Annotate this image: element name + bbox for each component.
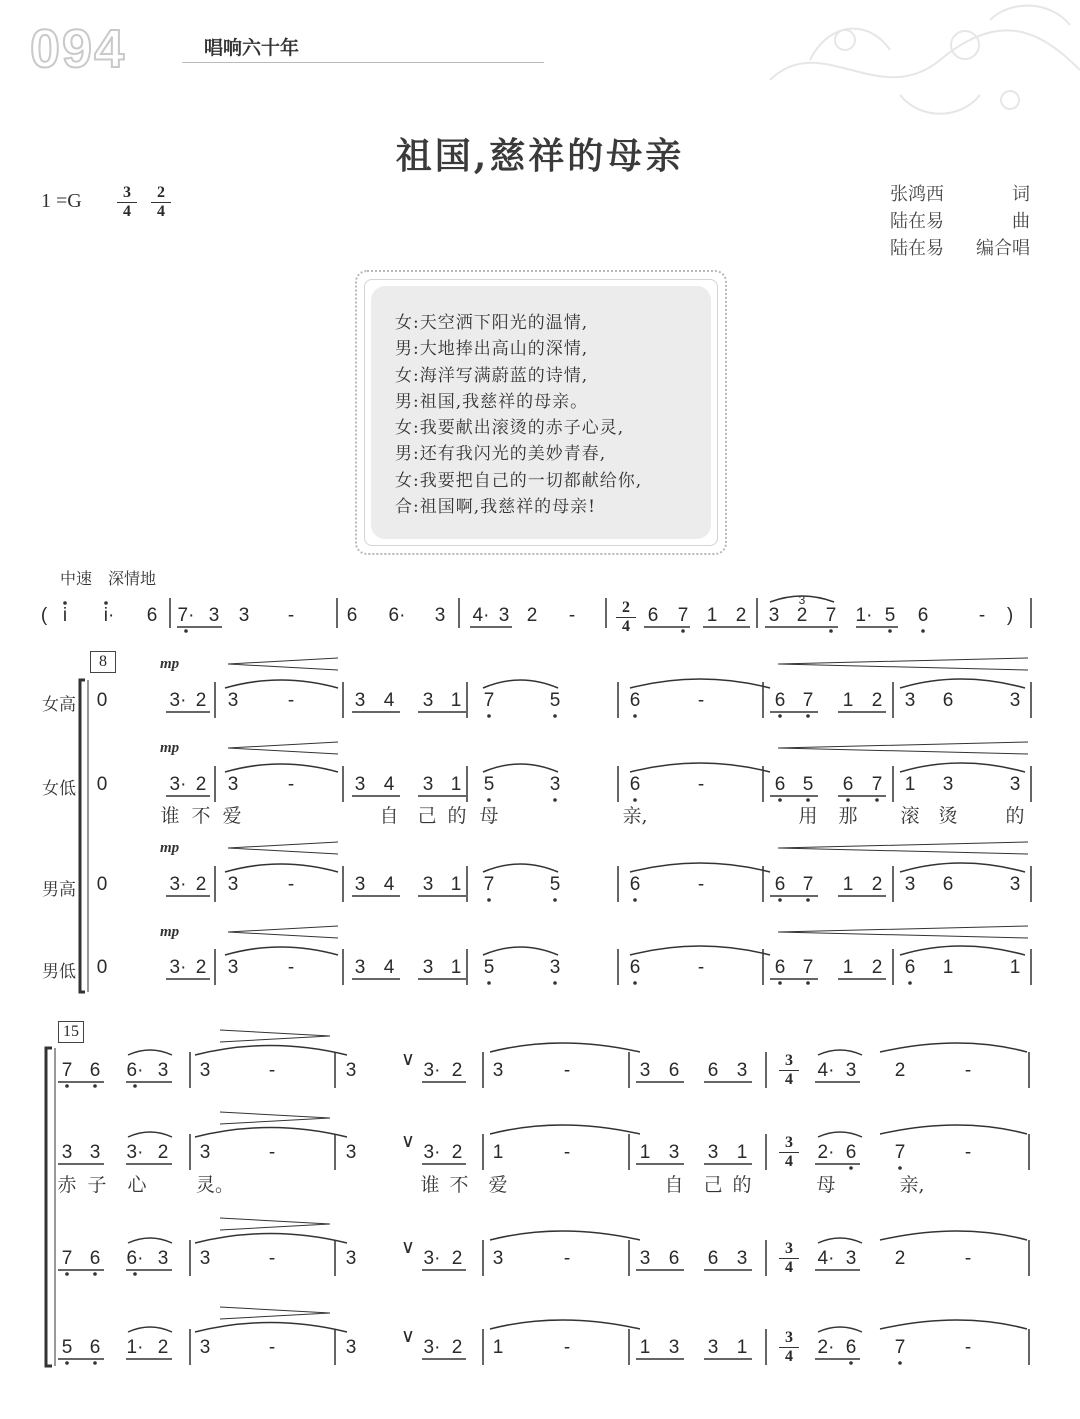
note: -	[964, 1337, 972, 1358]
note: 1	[492, 1142, 504, 1163]
credit-name: 张鸿西	[890, 184, 944, 205]
note: 3	[157, 1248, 169, 1269]
note: 3	[942, 774, 954, 795]
note: 3	[549, 774, 561, 795]
note: 3	[768, 605, 780, 626]
time-signature: 3 4	[779, 1330, 799, 1365]
note: -	[287, 605, 295, 626]
note: 1	[1009, 957, 1021, 978]
note: 6	[629, 774, 641, 795]
lyric: 的	[447, 805, 467, 827]
note: 7	[802, 957, 814, 978]
note: 3	[707, 1142, 719, 1163]
hairpins-system1	[228, 658, 1028, 938]
lyric: 滚	[900, 805, 920, 827]
note: -	[697, 957, 705, 978]
note: 6·	[126, 1248, 144, 1269]
note: 3·	[169, 957, 187, 978]
note: 3	[422, 957, 434, 978]
note: 7	[802, 690, 814, 711]
note: 2	[871, 957, 883, 978]
part-label-alto: 女低	[42, 779, 76, 799]
barlines-system2	[190, 1049, 1029, 1365]
note: 3·	[126, 1142, 144, 1163]
part-label-soprano: 女高	[42, 695, 76, 715]
breath-mark: ∨	[401, 1326, 415, 1347]
dynamic-mark: mp	[160, 740, 180, 756]
note: 3	[345, 1142, 357, 1163]
note: 5	[61, 1337, 73, 1358]
note: -	[287, 774, 295, 795]
note: 7	[61, 1060, 73, 1081]
note: 3·	[169, 874, 187, 895]
note: 5	[802, 774, 814, 795]
note: 3	[1009, 774, 1021, 795]
note: 2	[894, 1248, 906, 1269]
note: 3·	[423, 1248, 441, 1269]
lyric: 谁	[420, 1174, 440, 1196]
time-signature-numerator: 3	[117, 185, 137, 203]
note: 3	[238, 605, 250, 626]
note: 7·	[177, 605, 195, 626]
note: 2	[195, 957, 207, 978]
lyric: 子	[87, 1174, 107, 1196]
note: 3	[549, 957, 561, 978]
note: 3	[199, 1060, 211, 1081]
note: 4·	[472, 605, 490, 626]
note: -	[563, 1060, 571, 1081]
note: 4	[383, 957, 395, 978]
lyric: 自	[379, 805, 399, 827]
note: 3	[227, 874, 239, 895]
note: 2	[735, 605, 747, 626]
note: 7	[677, 605, 689, 626]
note: 3	[1009, 690, 1021, 711]
note: 1	[639, 1337, 651, 1358]
note: 4	[383, 690, 395, 711]
note: 7	[825, 605, 837, 626]
note: 3	[668, 1142, 680, 1163]
note: -	[287, 957, 295, 978]
note: 6·	[388, 605, 406, 626]
note: 3	[345, 1337, 357, 1358]
octave-dots	[63, 601, 925, 1365]
note: 6	[845, 1142, 857, 1163]
lyric: 亲,	[899, 1174, 925, 1196]
note: 6	[647, 605, 659, 626]
note: 3	[89, 1142, 101, 1163]
intro-paren: )	[1006, 605, 1014, 626]
key-signature: 1 =G	[41, 190, 82, 212]
lyric: 用	[798, 805, 818, 827]
lyric: 的	[1005, 805, 1025, 827]
note: 3	[227, 957, 239, 978]
lyric: 母	[816, 1174, 836, 1196]
note: 4	[383, 774, 395, 795]
system-bracket	[46, 1048, 52, 1366]
verse-line: 男:大地捧出高山的深情,	[395, 339, 589, 360]
note: -	[287, 690, 295, 711]
note: -	[268, 1248, 276, 1269]
lyric: 灵。	[195, 1174, 235, 1196]
note: -	[568, 605, 576, 626]
intro-paren: (	[40, 605, 48, 626]
note: 3	[345, 1060, 357, 1081]
note: 4·	[817, 1248, 835, 1269]
note: 7	[483, 690, 495, 711]
note: 3	[354, 957, 366, 978]
lyric: 不	[449, 1174, 469, 1196]
note: 3	[492, 1060, 504, 1081]
note: 3	[199, 1142, 211, 1163]
note: 1	[492, 1337, 504, 1358]
note: 3	[1009, 874, 1021, 895]
note: i·	[103, 605, 115, 626]
verse-line: 女:天空洒下阳光的温情,	[395, 313, 589, 333]
note: -	[697, 874, 705, 895]
time-signature-denominator: 4	[157, 203, 165, 220]
note: 1	[450, 690, 462, 711]
note: 6	[845, 1337, 857, 1358]
note: 2	[871, 690, 883, 711]
note: -	[287, 874, 295, 895]
note: 3	[157, 1060, 169, 1081]
note: 6	[707, 1060, 719, 1081]
note: 3	[736, 1060, 748, 1081]
note: 3	[492, 1248, 504, 1269]
lyric: 自	[664, 1174, 684, 1196]
note: 6	[89, 1060, 101, 1081]
note: 7	[894, 1142, 906, 1163]
credit-role: 曲	[1012, 211, 1030, 232]
note: 2	[894, 1060, 906, 1081]
note: 1	[842, 690, 854, 711]
note: 6	[942, 874, 954, 895]
note: 2	[451, 1060, 463, 1081]
note: 7	[802, 874, 814, 895]
note: 3	[904, 874, 916, 895]
note: -	[268, 1142, 276, 1163]
note: 3	[199, 1248, 211, 1269]
note: -	[964, 1142, 972, 1163]
note: 6	[917, 605, 929, 626]
note: 6	[842, 774, 854, 795]
note: 6	[629, 690, 641, 711]
note: 3	[668, 1337, 680, 1358]
note: 3·	[423, 1060, 441, 1081]
lyric: 己	[417, 805, 437, 827]
verse-line: 男:祖国,我慈祥的母亲。	[395, 391, 589, 412]
lyric: 爱	[488, 1174, 508, 1196]
note: 0	[96, 957, 108, 978]
note: 2·	[817, 1142, 835, 1163]
note: 3	[227, 690, 239, 711]
verse-line: 女:我要把自己的一切都献给你,	[395, 470, 643, 491]
lyric: 那	[838, 805, 858, 827]
note: 5	[483, 957, 495, 978]
note: -	[964, 1060, 972, 1081]
book-title: 唱响六十年	[204, 37, 300, 59]
note: -	[563, 1142, 571, 1163]
note: 6·	[126, 1060, 144, 1081]
note: -	[268, 1337, 276, 1358]
note: 1	[842, 874, 854, 895]
time-signature-denominator: 4	[123, 203, 131, 220]
verse-line: 男:还有我闪光的美妙青春,	[395, 444, 607, 465]
dynamic-mark: mp	[160, 924, 180, 940]
verse-line: 合:祖国啊,我慈祥的母亲!	[395, 497, 596, 518]
note: 2	[451, 1248, 463, 1269]
note: 1	[450, 874, 462, 895]
note: 4	[383, 874, 395, 895]
note: 7	[871, 774, 883, 795]
lyric: 赤	[57, 1174, 77, 1196]
tempo-marking: 中速 深情地	[60, 569, 157, 588]
note: 1	[842, 957, 854, 978]
time-signature-numerator: 2	[151, 185, 171, 203]
time-signature: 2 4	[616, 600, 636, 635]
lyric: 母	[479, 805, 499, 827]
note: 6	[774, 874, 786, 895]
note: 3	[354, 874, 366, 895]
note: 3	[639, 1060, 651, 1081]
note: 0	[96, 774, 108, 795]
note: -	[563, 1248, 571, 1269]
lyric: 爱	[222, 805, 242, 827]
note: 3	[354, 690, 366, 711]
note: 6	[89, 1248, 101, 1269]
note: 1	[736, 1337, 748, 1358]
breath-mark: ∨	[401, 1131, 415, 1152]
system-bracket	[80, 680, 85, 992]
note: 6	[629, 957, 641, 978]
note: 1	[706, 605, 718, 626]
note: 2	[871, 874, 883, 895]
note: 3	[422, 690, 434, 711]
breath-mark: ∨	[401, 1049, 415, 1070]
note: 3	[845, 1060, 857, 1081]
note: 2	[195, 774, 207, 795]
hairpins-system2	[220, 1030, 330, 1319]
note: 6	[346, 605, 358, 626]
note: 3	[199, 1337, 211, 1358]
time-signature: 3 4	[779, 1135, 799, 1170]
note: -	[964, 1248, 972, 1269]
time-signature: 3 4	[779, 1241, 799, 1276]
measure-number: 15	[58, 1021, 84, 1043]
note: 0	[96, 690, 108, 711]
page-number: 094	[30, 19, 127, 79]
breath-mark: ∨	[401, 1237, 415, 1258]
note: 3·	[169, 774, 187, 795]
dynamic-mark: mp	[160, 656, 180, 672]
slurs-system1	[225, 679, 1025, 955]
note: 2	[796, 605, 808, 626]
note: 3	[422, 774, 434, 795]
note: 5	[549, 690, 561, 711]
note: 1	[736, 1142, 748, 1163]
note: 1	[450, 774, 462, 795]
note: 6	[774, 774, 786, 795]
note: 3	[904, 690, 916, 711]
note: 3	[639, 1248, 651, 1269]
note: 1	[450, 957, 462, 978]
note: 3	[61, 1142, 73, 1163]
note: 2	[157, 1337, 169, 1358]
note: 6	[707, 1248, 719, 1269]
note: 6	[904, 957, 916, 978]
note: 7	[894, 1337, 906, 1358]
note: 2	[451, 1337, 463, 1358]
note: -	[697, 690, 705, 711]
credit-name: 陆在易	[890, 211, 944, 232]
note: 6	[629, 874, 641, 895]
note: 1	[904, 774, 916, 795]
note: 3·	[169, 690, 187, 711]
note: 3	[208, 605, 220, 626]
note: 3	[354, 774, 366, 795]
note: 1·	[126, 1337, 144, 1358]
note: 3	[707, 1337, 719, 1358]
note: -	[697, 774, 705, 795]
note: 3	[736, 1248, 748, 1269]
note: 6	[774, 957, 786, 978]
barlines-system1	[215, 682, 1031, 985]
note: i	[62, 605, 68, 626]
note: 6	[668, 1060, 680, 1081]
note: 3·	[423, 1142, 441, 1163]
note: 6	[146, 605, 158, 626]
part-label-bass: 男低	[42, 962, 76, 982]
credit-role: 词	[1012, 184, 1030, 205]
time-signature: 3 4	[779, 1053, 799, 1088]
lyric: 谁	[160, 805, 180, 827]
underlines-system2	[58, 1082, 860, 1359]
triplet-slur	[770, 596, 834, 602]
song-title: 祖国,慈祥的母亲	[395, 135, 685, 177]
note: 2	[157, 1142, 169, 1163]
note: 3	[434, 605, 446, 626]
note: 6	[942, 690, 954, 711]
note: 3·	[423, 1337, 441, 1358]
lyric: 不	[191, 805, 211, 827]
credit-name: 陆在易	[890, 238, 944, 259]
note: 7	[483, 874, 495, 895]
note: 6	[668, 1248, 680, 1269]
note: -	[268, 1060, 276, 1081]
note: 3	[845, 1248, 857, 1269]
note: 1·	[855, 605, 873, 626]
note: 6	[89, 1337, 101, 1358]
lyric: 亲,	[622, 805, 648, 827]
verse-line: 女:海洋写满蔚蓝的诗情,	[395, 365, 589, 386]
note: 2	[195, 690, 207, 711]
note: 2	[195, 874, 207, 895]
credit-role: 编合唱	[976, 238, 1030, 259]
note: 3	[498, 605, 510, 626]
note: -	[978, 605, 986, 626]
lyric: 的	[732, 1174, 752, 1196]
measure-number: 8	[90, 651, 116, 673]
note: 4·	[817, 1060, 835, 1081]
part-label-tenor: 男高	[42, 880, 76, 900]
note: 7	[61, 1248, 73, 1269]
note: 6	[774, 690, 786, 711]
note: 2·	[817, 1337, 835, 1358]
note: 2	[451, 1142, 463, 1163]
lyric: 烫	[938, 805, 958, 827]
note: 2	[526, 605, 538, 626]
lyric: 心	[127, 1174, 147, 1196]
slurs-system2	[128, 1043, 1027, 1332]
note: 3	[345, 1248, 357, 1269]
note: 3	[227, 774, 239, 795]
note: 1	[639, 1142, 651, 1163]
note: 5	[549, 874, 561, 895]
dynamic-mark: mp	[160, 840, 180, 856]
note: 3	[422, 874, 434, 895]
note: 5	[483, 774, 495, 795]
triplet-mark: 3	[798, 593, 806, 607]
lyric: 己	[703, 1174, 723, 1196]
note: 1	[942, 957, 954, 978]
note: -	[563, 1337, 571, 1358]
note: 5	[884, 605, 896, 626]
verse-line: 女:我要献出滚烫的赤子心灵,	[395, 418, 625, 439]
note: 0	[96, 874, 108, 895]
